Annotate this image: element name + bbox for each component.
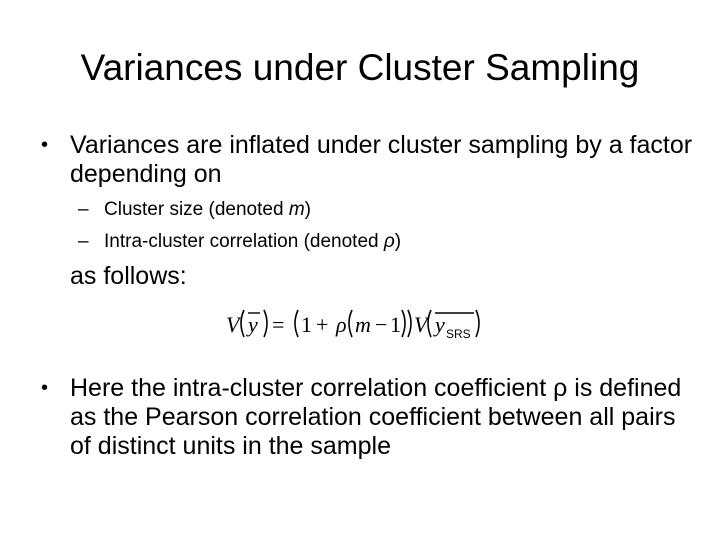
formula-y-right: y: [435, 312, 445, 337]
formula-v-left: V: [226, 312, 240, 337]
sub-item-text-after: ): [304, 199, 311, 220]
formula-paren-close: [264, 310, 267, 337]
formula-equals: =: [272, 312, 285, 337]
formula-plus: +: [316, 312, 329, 337]
continuation-text: as follows:: [70, 262, 187, 290]
formula-subscript: SRS: [446, 327, 471, 341]
sub-item-text-after: ): [394, 231, 402, 252]
sub-item-text: [104, 198, 311, 222]
formula-one-b: 1: [390, 312, 401, 337]
formula-paren-open: [349, 310, 352, 337]
formula-paren-open: [428, 310, 431, 337]
bullet-text: Here the intra-cluster correlation coefficient ρ is defined as the Pearson correlation coefficient between all pairs of distinct units in the sample: [70, 374, 682, 460]
formula-graphic: [224, 300, 486, 346]
dash-marker: –: [78, 199, 89, 220]
formula-m: m: [355, 312, 371, 337]
sub-item-text-before: Cluster size (denoted: [104, 199, 289, 220]
bullet-marker: •: [41, 134, 49, 156]
formula-rho: ρ: [336, 312, 347, 337]
formula-y-left: y: [248, 312, 258, 337]
symbol-rho: ρ: [383, 231, 395, 252]
formula-paren-close: [402, 310, 405, 337]
formula-one: 1: [301, 312, 312, 337]
bullet-marker: •: [41, 377, 49, 399]
formula-paren-open: [295, 310, 298, 337]
slide-title: Variances under Cluster Sampling: [80, 47, 640, 88]
symbol-m: m: [288, 199, 305, 220]
sub-item-text-before: Intra-cluster correlation (denoted: [104, 231, 384, 252]
formula-minus: −: [375, 312, 388, 337]
formula-v-right: V: [414, 312, 428, 337]
formula-paren-close: [408, 310, 411, 337]
formula-paren-close: [476, 310, 479, 337]
design-effect-formula: [224, 300, 486, 346]
sub-item-text: [104, 230, 401, 254]
dash-marker: –: [78, 231, 89, 252]
formula-paren-open: [241, 310, 244, 337]
bullet-text: Variances are inflated under cluster sampling by a factor depending on: [70, 131, 693, 188]
